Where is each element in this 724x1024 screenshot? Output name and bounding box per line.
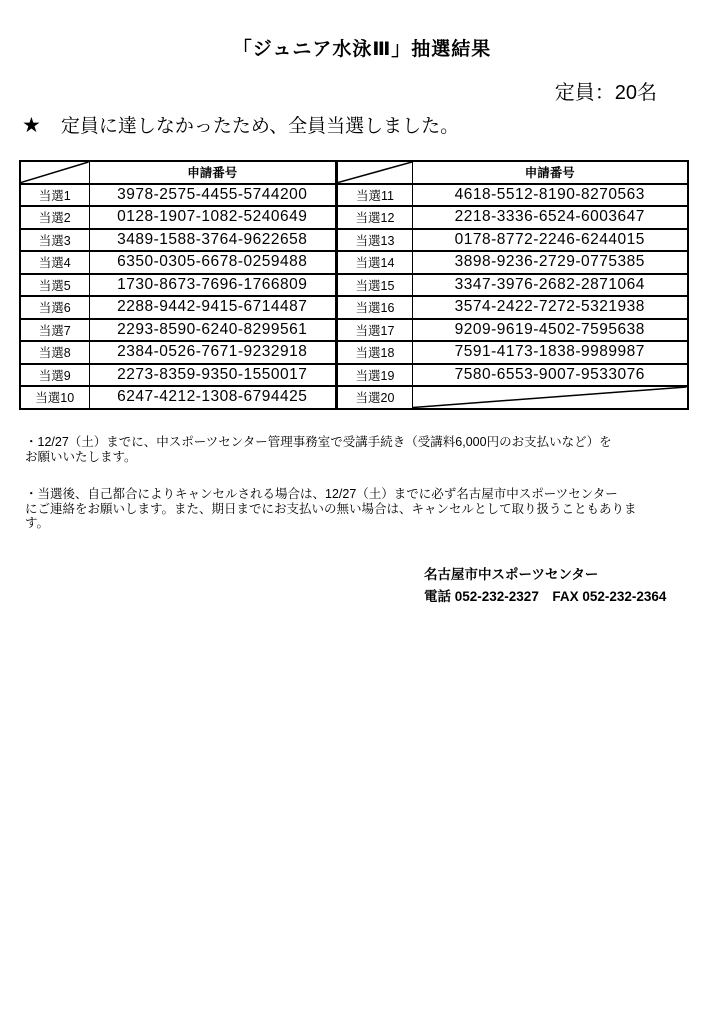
note-line: お願いいたします。 [25, 449, 137, 464]
note-line: にご連絡をお願いします。また、期日までにお支払いの無い場合は、キャンセルとして取り扱うこともありま [25, 501, 637, 516]
application-number: 2384-0526-7671-9232918 [89, 341, 336, 364]
winner-label: 当選9 [20, 364, 89, 387]
table-row [20, 296, 336, 319]
application-number: 1730-8673-7696-1766809 [89, 274, 336, 297]
capacity-label: 定員：20名 [554, 82, 657, 104]
results-table-right [337, 160, 689, 410]
announcement-line [22, 111, 459, 138]
table-row [338, 296, 688, 319]
results-table-left [19, 160, 337, 410]
table-row [338, 274, 688, 297]
application-number: 2288-9442-9415-6714487 [89, 296, 336, 319]
table-header-row [338, 161, 688, 184]
table-header-row [20, 161, 336, 184]
application-number: 7591-4173-1838-9989987 [413, 341, 688, 364]
winner-label: 当選19 [338, 364, 413, 387]
empty-slot-cell [413, 386, 688, 409]
table-row [338, 364, 688, 387]
application-number: 0178-8772-2246-6244015 [413, 229, 688, 252]
application-number: 2273-8359-9350-1550017 [89, 364, 336, 387]
table-row [338, 184, 688, 207]
winner-label: 当選10 [20, 386, 89, 409]
header-corner-cell [20, 161, 89, 184]
winner-label: 当選4 [20, 251, 89, 274]
winner-label: 当選8 [20, 341, 89, 364]
table-row [20, 364, 336, 387]
table-row [338, 319, 688, 342]
table-row [338, 341, 688, 364]
contact-name: 名古屋市中スポーツセンター [424, 567, 599, 582]
application-number: 4618-5512-8190-8270563 [413, 184, 688, 207]
page-title: 「ジュニア水泳Ⅲ」抽選結果 [232, 39, 492, 60]
winner-label: 当選20 [338, 386, 413, 409]
table-row [20, 184, 336, 207]
application-number: 3978-2575-4455-5744200 [89, 184, 336, 207]
application-number: 3347-3976-2682-2871064 [413, 274, 688, 297]
application-number: 3489-1588-3764-9622658 [89, 229, 336, 252]
winner-label: 当選3 [20, 229, 89, 252]
application-number: 2218-3336-6524-6003647 [413, 206, 688, 229]
contact-block [424, 564, 666, 608]
table-row [20, 229, 336, 252]
diagonal-slash-icon [338, 162, 412, 183]
winner-label: 当選5 [20, 274, 89, 297]
table-row [338, 251, 688, 274]
winner-label: 当選17 [338, 319, 413, 342]
application-number: 9209-9619-4502-7595638 [413, 319, 688, 342]
winner-label: 当選12 [338, 206, 413, 229]
winner-label: 当選6 [20, 296, 89, 319]
application-number: 3574-2422-7272-5321938 [413, 296, 688, 319]
table-row [338, 386, 688, 409]
winner-label: 当選15 [338, 274, 413, 297]
winner-label: 当選2 [20, 206, 89, 229]
winner-label: 当選11 [338, 184, 413, 207]
table-row [20, 274, 336, 297]
column-header: 申請番号 [413, 161, 688, 184]
application-number: 6247-4212-1308-6794425 [89, 386, 336, 409]
winner-label: 当選7 [20, 319, 89, 342]
note-line: す。 [25, 516, 50, 530]
note-payment [25, 435, 703, 464]
table-row [338, 229, 688, 252]
application-number: 3898-9236-2729-0775385 [413, 251, 688, 274]
application-number: 7580-6553-9007-9533076 [413, 364, 688, 387]
announcement-text: 定員に達しなかったため、全員当選しました。 [60, 116, 460, 137]
table-row [20, 251, 336, 274]
winner-label: 当選18 [338, 341, 413, 364]
application-number: 0128-1907-1082-5240649 [89, 206, 336, 229]
application-number: 2293-8590-6240-8299561 [89, 319, 336, 342]
note-line: ・12/27（土）までに、中スポーツセンター管理事務室で受講手続き（受講料6,000円のお支払いなど）を [25, 435, 612, 449]
winner-label: 当選1 [20, 184, 89, 207]
column-header: 申請番号 [89, 161, 336, 184]
winner-label: 当選14 [338, 251, 413, 274]
winner-label: 当選16 [338, 296, 413, 319]
table-row [20, 341, 336, 364]
application-number: 6350-0305-6678-0259488 [89, 251, 336, 274]
contact-phone-fax: 電話 052-232-2327 FAX 052-232-2364 [424, 589, 667, 604]
winner-label: 当選13 [338, 229, 413, 252]
diagonal-slash-icon [21, 162, 89, 183]
table-row [338, 206, 688, 229]
header-corner-cell [338, 161, 413, 184]
note-line: ・当選後、自己都合によりキャンセルされる場合は、12/27（土）までに必ず名古屋市中スポーツセンター [25, 487, 618, 501]
diagonal-slash-icon [413, 387, 687, 408]
table-row [20, 319, 336, 342]
star-icon: ★ [22, 114, 41, 137]
note-cancellation [25, 487, 703, 531]
table-row [20, 206, 336, 229]
lottery-results-table [19, 160, 689, 410]
table-row [20, 386, 336, 409]
